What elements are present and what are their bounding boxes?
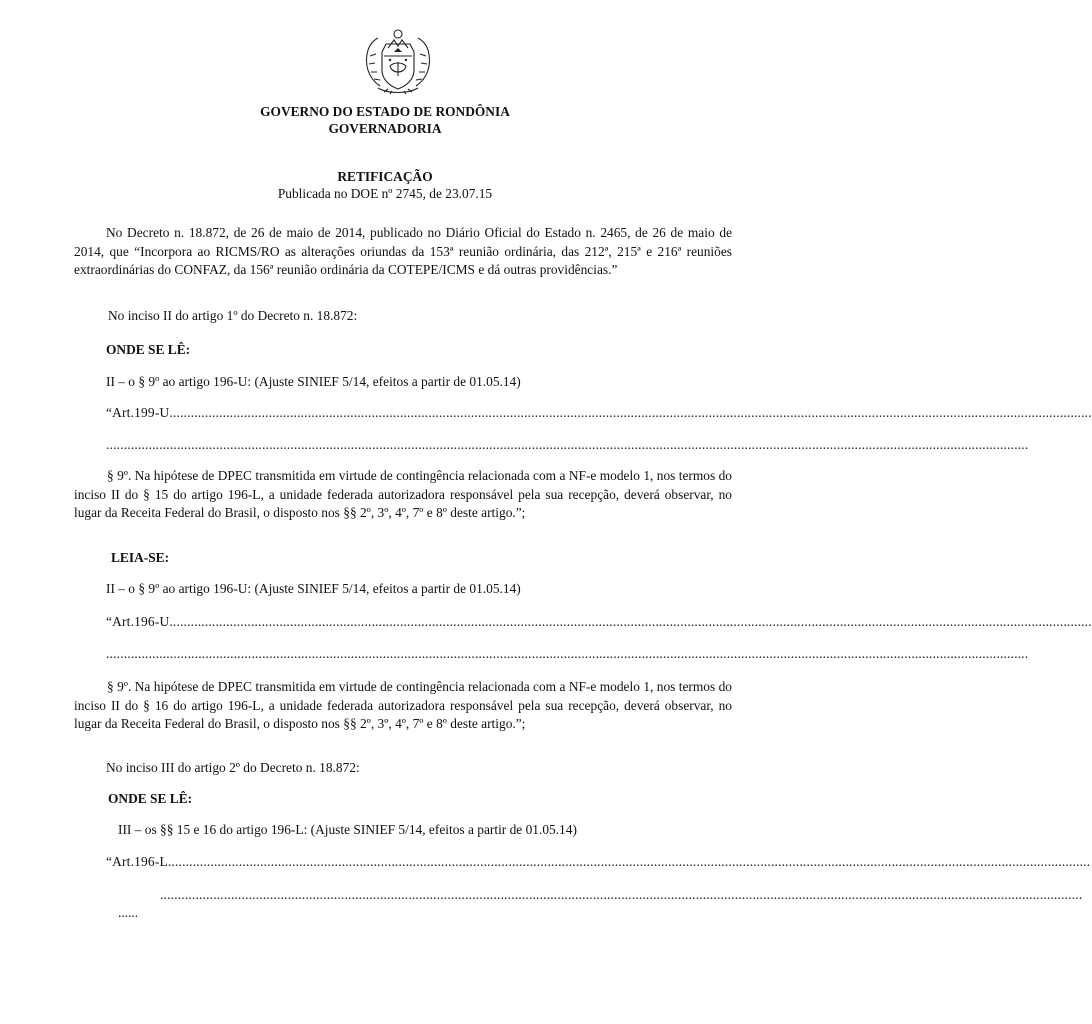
section1-onde-item: II – o § 9º ao artigo 196-U: (Ajuste SINIEF 5/14, efeitos a partir de 01.05.14) (106, 374, 521, 389)
section1-onde-art: “Art.199-U (106, 405, 170, 420)
section2-short-dots: ...... (118, 905, 139, 920)
dot-leader-line (160, 887, 1083, 903)
dot-leader: .................................................................................................................................................................................................................................................................... (167, 854, 1091, 869)
state-coat-of-arms-icon (360, 26, 436, 98)
section1-leia-art-line (106, 614, 1092, 630)
section2-onde-art-line (106, 854, 1091, 870)
section2-onde-art: “Art.196-L (106, 854, 168, 869)
document-title: RETIFICAÇÃO (337, 169, 433, 184)
government-name: GOVERNO DO ESTADO DE RONDÔNIA (260, 104, 510, 119)
dot-leader: .................................................................................................................................................................................................................................................................... (106, 646, 1029, 661)
office-name: GOVERNADORIA (328, 121, 442, 136)
section1-onde-label: ONDE SE LÊ: (106, 342, 191, 357)
intro-paragraph: No Decreto n. 18.872, de 26 de maio de 2014, publicado no Diário Oficial do Estado n. 2465, de 26 de maio de 2014, que “Incorpora ao RICMS/RO as alterações oriundas da 153ª reunião ordinária, das 212ª, 215ª e 216ª reuniões extraordinárias do CONFAZ, da 156ª reunião ordinária da COTEPE/ICMS e dá outras providências.” (74, 225, 732, 277)
dot-leader: .................................................................................................................................................................................................................................................................... (106, 437, 1029, 452)
section1-leia-paragraph: § 9º. Na hipótese de DPEC transmitida em virtude de contingência relacionada com a NF-e modelo 1, nos termos do inciso II do § 16 do artigo 196-L, a unidade federada autorizadora responsável pela sua recepção, deverá observar, no lugar da Receita Federal do Brasil, o disposto nos §§ 2º, 3º, 4º, 7º e 8º deste artigo.”; (74, 679, 732, 731)
dot-leader: .................................................................................................................................................................................................................................................................... (169, 614, 1092, 629)
section1-onde-art-line (106, 405, 1092, 421)
section1-onde-paragraph: § 9º. Na hipótese de DPEC transmitida em virtude de contingência relacionada com a NF-e modelo 1, nos termos do inciso II do § 15 do artigo 196-L, a unidade federada autorizadora responsável pela sua recepção, deverá observar, no lugar da Receita Federal do Brasil, o disposto nos §§ 2º, 3º, 4º, 7º e 8º deste artigo.”; (74, 468, 732, 520)
section2-onde-label: ONDE SE LÊ: (108, 791, 193, 806)
section1-leia-art: “Art.196-U (106, 614, 170, 629)
dot-leader-line (106, 646, 1029, 662)
dot-leader: .................................................................................................................................................................................................................................................................... (160, 887, 1083, 902)
section1-leia-item: II – o § 9º ao artigo 196-U: (Ajuste SINIEF 5/14, efeitos a partir de 01.05.14) (106, 581, 521, 596)
section1-reference: No inciso II do artigo 1º do Decreto n. 18.872: (108, 308, 358, 323)
section1-leia-label: LEIA-SE: (111, 550, 170, 565)
publication-note: Publicada no DOE nº 2745, de 23.07.15 (277, 186, 493, 201)
dot-leader: .................................................................................................................................................................................................................................................................... (169, 405, 1092, 420)
dot-leader-line (106, 437, 1029, 453)
section2-onde-item: III – os §§ 15 e 16 do artigo 196-L: (Ajuste SINIEF 5/14, efeitos a partir de 01.05.14) (118, 822, 577, 837)
section2-reference: No inciso III do artigo 2º do Decreto n. 18.872: (106, 760, 360, 775)
